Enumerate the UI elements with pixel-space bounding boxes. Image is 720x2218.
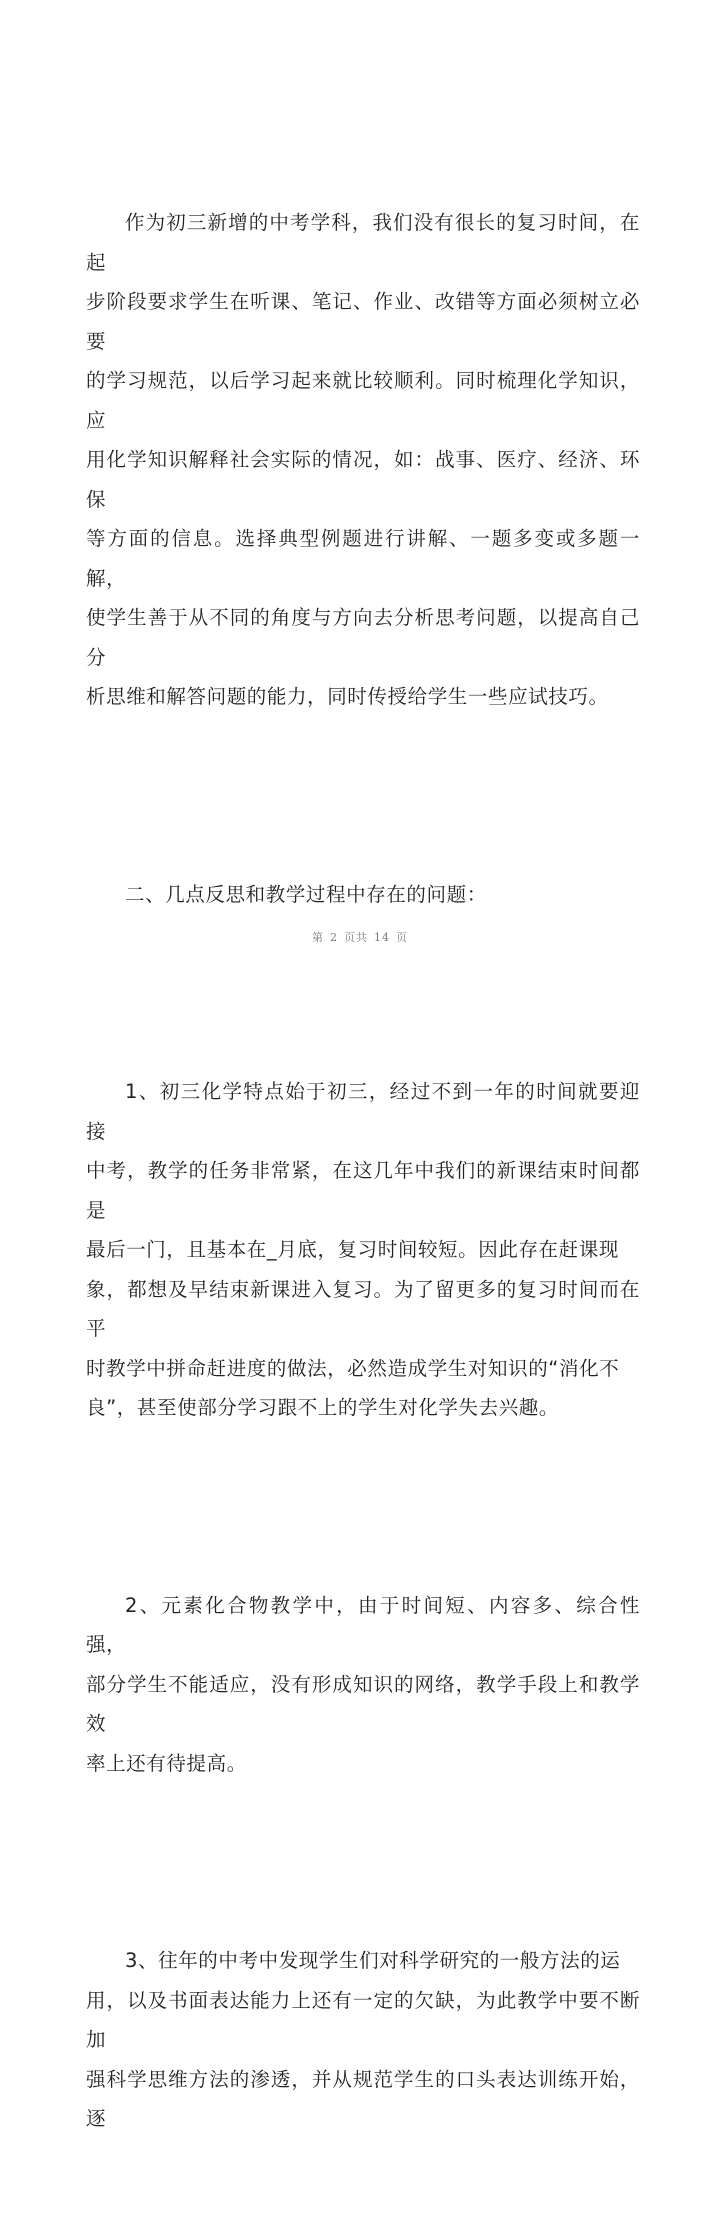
text-line: 中考，教学的任务非常紧，在这几年中我们的新课结束时间都是 <box>86 1159 640 1222</box>
text-line: 二、几点反思和教学过程中存在的问题： <box>125 882 487 906</box>
paragraph <box>86 1507 640 1863</box>
text-line: 1、初三化学特点始于初三，经过不到一年的时间就要迎接 <box>86 1080 640 1143</box>
footer-suffix: 页 <box>396 931 408 944</box>
text-line: 的学习规范，以后学习起来就比较顺利。同时梳理化学知识，应 <box>86 369 640 432</box>
text-line: 等方面的信息。选择典型例题进行讲解、一题多变或多题一解， <box>86 527 640 590</box>
text-line: 最后一门，且基本在_月底，复习时间较短。因此存在赶课现 <box>86 1238 619 1261</box>
text-line: 析思维和解答问题的能力，同时传授给学生一些应试技巧。 <box>86 685 609 708</box>
text-line: 用，以及书面表达能力上还有一定的欠缺，为此教学中要不断加 <box>86 1988 640 2051</box>
paragraph <box>86 1862 640 2218</box>
text-line: 使学生善于从不同的角度与方向去分析思考问题，以提高自己分 <box>86 606 640 669</box>
text-line: 2、元素化合物教学中，由于时间短、内容多、综合性强， <box>86 1593 640 1656</box>
text-line: 时教学中拼命赶进度的做法，必然造成学生对知识的“消化不 <box>86 1356 620 1380</box>
text-line: 率上还有待提高。 <box>86 1751 247 1775</box>
text-line: 部分学生不能适应，没有形成知识的网络，教学手段上和教学效 <box>86 1672 640 1735</box>
text-line: 良”，甚至使部分学习跟不上的学生对化学失去兴趣。 <box>86 1396 560 1419</box>
paragraph <box>86 993 640 1507</box>
footer-prefix: 第 <box>312 931 324 944</box>
text-line: 3、往年的中考中发现学生们对科学研究的一般方法的运 <box>125 1949 621 1972</box>
section-heading <box>86 796 640 994</box>
text-line: 用化学知识解释社会实际的情况，如：战事、医疗、经济、环保 <box>86 448 640 511</box>
text-line: 作为初三新增的中考学科，我们没有很长的复习时间，在起 <box>86 211 640 274</box>
footer-total-pages: 14 <box>374 931 390 944</box>
page-footer <box>0 929 720 945</box>
document-body <box>86 124 640 2218</box>
footer-middle: 页共 <box>344 931 368 944</box>
text-line: 象，都想及早结束新课进入复习。为了留更多的复习时间而在平 <box>86 1277 640 1340</box>
footer-page-number: 2 <box>330 931 338 944</box>
text-line: 强科学思维方法的渗透，并从规范学生的口头表达训练开始，逐 <box>86 2067 640 2130</box>
text-line: 步阶段要求学生在听课、笔记、作业、改错等方面必须树立必要 <box>86 290 640 353</box>
paragraph <box>86 124 640 796</box>
